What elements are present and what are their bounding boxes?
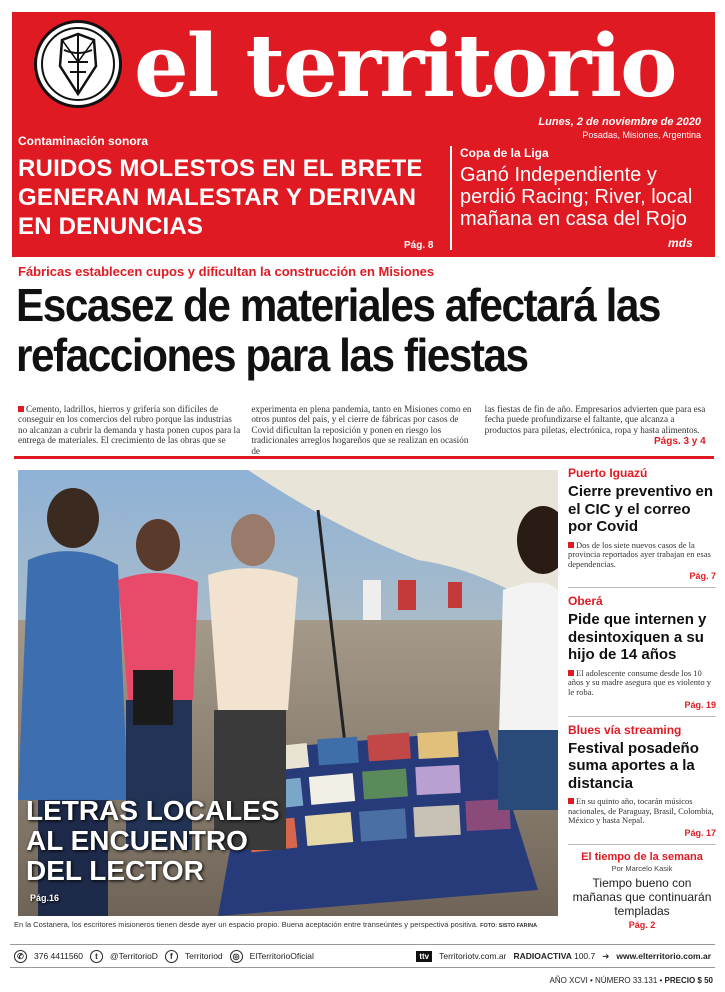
side-story[interactable] (568, 594, 716, 716)
masthead-divider (450, 146, 452, 250)
side-body: Dos de los siete nuevos casos de la provincia reportados ayer trabajan en esas dependencias. (568, 539, 711, 569)
issue-number: AÑO XCVI • NÚMERO 33.131 • (549, 976, 663, 985)
footer-whatsapp[interactable]: 376 4411560 (34, 951, 84, 961)
footer-instagram[interactable]: ElTerritorioOficial (249, 951, 314, 961)
tv-logo-icon: ttv (416, 951, 432, 962)
photo-headline[interactable]: LETRAS LOCALES AL ENCUENTRO DEL LECTOR (26, 795, 280, 886)
weather-byline: Por Marcelo Kasik (611, 863, 673, 873)
main-body-col2: experimenta en plena pandemia, tanto en Misiones como en otros puntos del país, y el cierre de fábricas por casos de Covid dificultan la reposición y ponen en riesgo los tradicionales arreglos hogareños que se realizan en ocasión de (251, 404, 472, 456)
footer-twitter[interactable]: @TerritorioD (110, 951, 158, 961)
side-page: Pág. 7 (689, 571, 716, 582)
bullet-square-icon (568, 798, 574, 804)
weather-text: Tiempo bueno con mañanas que continuarán templadas (572, 875, 712, 918)
side-kicker: Blues vía streaming (568, 722, 682, 737)
section-divider (14, 456, 714, 459)
side-body: En su quinto año, tocarán músicos nacionales, de Paraguay, Brasil, Colombia, México y hasta Nepal. (568, 796, 714, 826)
issue-place: Posadas, Misiones, Argentina (582, 130, 701, 140)
side-body: El adolescente consume desde los 10 años y su madre asegura que es violento y le roba. (568, 667, 712, 697)
weather-box[interactable] (568, 851, 716, 930)
top-right-story[interactable] (460, 146, 710, 230)
weather-kicker: El tiempo de la semana (581, 850, 703, 863)
top-left-page: Pág. 8 (404, 240, 434, 251)
main-body (18, 404, 708, 456)
photo-credit: FOTO: SISTO FARINA (480, 923, 538, 929)
top-right-kicker: Copa de la Liga (460, 146, 549, 160)
photo-caption: En la Costanera, los escritores misioneros tienen desde ayer un espacio propio. Buena aceptación entre transeúntes y perspectiva positiva. FOTO: SISTO FARINA (14, 920, 538, 929)
side-kicker: Oberá (568, 594, 603, 609)
main-pages: Págs. 3 y 4 (654, 436, 706, 447)
side-story[interactable] (568, 723, 716, 845)
side-headline: Pide que internen y desintoxiquen a su hijo de 14 años (568, 611, 707, 664)
footer-tv-site[interactable]: Territoriotv.com.ar (439, 951, 507, 961)
whatsapp-icon: ✆ (14, 950, 27, 963)
side-kicker: Puerto Iguazú (568, 466, 648, 480)
main-body-col1: Cemento, ladrillos, hierros y grifería son difíciles de conseguir en los comercios del rubro porque las industrias no alcanzan a cubrir la demanda y hasta ponen cupos para la entrega de materiales. El crecimiento de las obras que se (18, 404, 241, 446)
instagram-icon: ◎ (230, 950, 243, 963)
bullet-square-icon (568, 670, 574, 676)
facebook-icon: f (165, 950, 178, 963)
twitter-icon: t (90, 950, 103, 963)
main-body-col3: las fiestas de fin de año. Empresarios advierten que para esa fecha puede profundizarse el faltante, que alcanza a productos para piletas, electrónica, ropa y hasta alimentos. (484, 404, 706, 435)
top-right-headline: Ganó Independiente y perdió Racing; River, local mañana en casa del Rojo (460, 164, 693, 230)
side-story[interactable] (568, 466, 716, 588)
mds-logo: mds (668, 236, 693, 250)
footer-bar (10, 944, 715, 968)
issue-price: PRECIO $ 50 (664, 976, 713, 985)
side-headline: Cierre preventivo en el CIC y el correo por Covid (568, 483, 714, 535)
bullet-square-icon (568, 542, 574, 548)
footer-radio[interactable]: RADIOACTIVA 100.7 (513, 951, 596, 961)
top-left-kicker: Contaminación sonora (18, 134, 149, 148)
issue-date: Lunes, 2 de noviembre de 2020 (538, 116, 701, 128)
side-page: Pág. 19 (684, 699, 716, 710)
newspaper-logo-icon (34, 20, 122, 108)
weather-page: Pág. 2 (628, 919, 656, 930)
sidebar (568, 466, 716, 930)
top-left-story[interactable] (18, 134, 438, 241)
main-kicker: Fábricas establecen cupos y dificultan la construcción en Misiones (18, 264, 435, 279)
issue-line (550, 976, 713, 985)
footer-facebook[interactable]: Territoriod (184, 951, 223, 961)
newspaper-brand: el territorio (134, 16, 676, 117)
photo-page: Pág.16 (30, 893, 60, 903)
top-left-headline: RUIDOS MOLESTOS EN EL BRETE GENERAN MALESTAR Y DERIVAN EN DENUNCIAS (18, 155, 423, 240)
arrow-icon: ➜ (602, 950, 610, 961)
bullet-square-icon (18, 406, 24, 412)
footer-website[interactable]: www.elterritorio.com.ar (616, 951, 711, 961)
side-page: Pág. 17 (684, 827, 716, 838)
side-headline: Festival posadeño suma aportes a la distancia (568, 739, 699, 792)
main-headline[interactable]: Escasez de materiales afectará las refacciones para las fiestas (16, 279, 660, 381)
